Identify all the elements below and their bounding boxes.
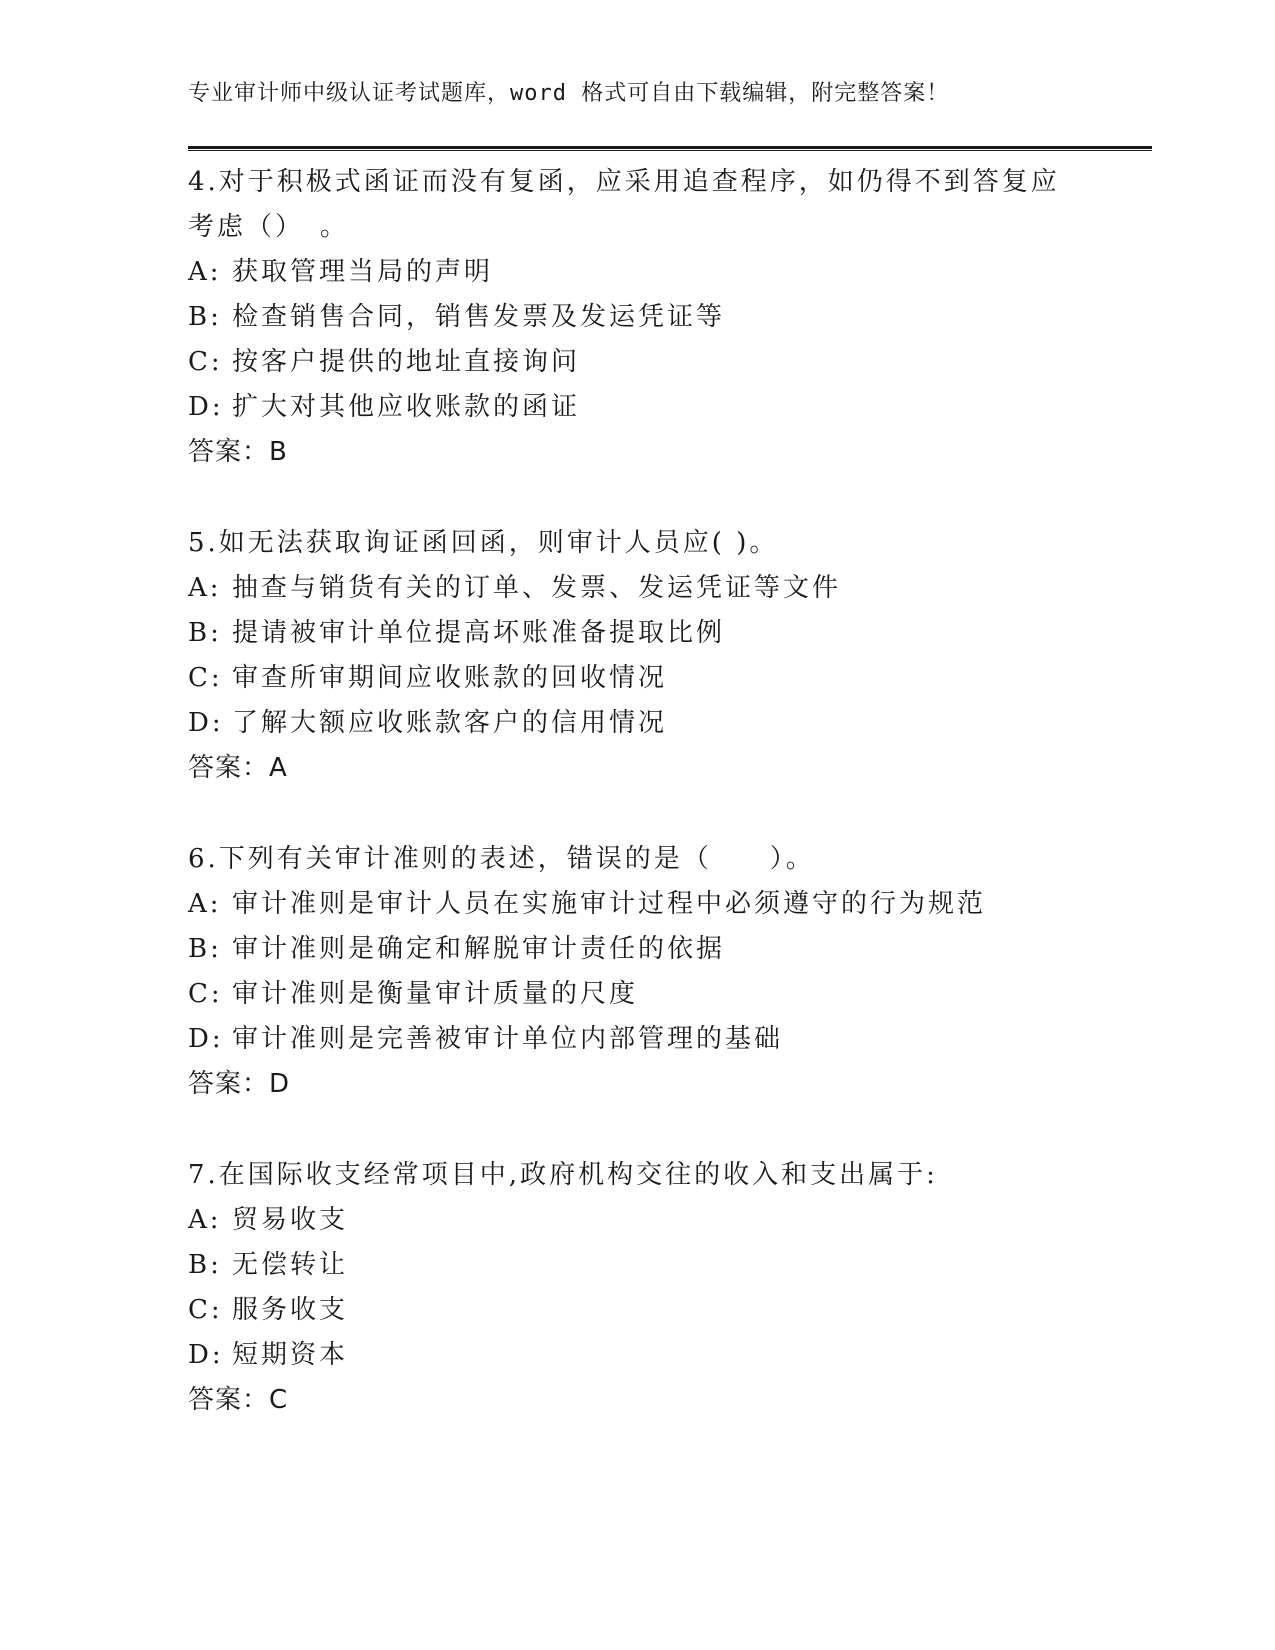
option-text: 检查销售合同，销售发票及发运凭证等 bbox=[232, 302, 726, 332]
option-letter: B: bbox=[188, 618, 222, 648]
option-text: 审查所审期间应收账款的回收情况 bbox=[232, 663, 668, 693]
option-b bbox=[188, 927, 1088, 972]
option-d bbox=[188, 1333, 1088, 1378]
option-letter: B: bbox=[188, 934, 222, 964]
option-letter: A: bbox=[188, 889, 222, 919]
option-letter: C: bbox=[188, 347, 223, 377]
header-divider bbox=[188, 146, 1152, 151]
option-c bbox=[188, 340, 1088, 385]
question-stem: 6.下列有关审计准则的表述，错误的是（ ）。 bbox=[188, 844, 815, 874]
question-5 bbox=[188, 521, 1088, 791]
option-d bbox=[188, 385, 1088, 430]
option-letter: D: bbox=[188, 1024, 224, 1054]
question-list bbox=[188, 160, 1088, 1469]
option-d bbox=[188, 701, 1088, 746]
answer-line: 答案：A bbox=[188, 753, 288, 783]
option-letter: D: bbox=[188, 708, 224, 738]
option-text: 了解大额应收账款客户的信用情况 bbox=[232, 708, 668, 738]
option-text: 获取管理当局的声明 bbox=[232, 257, 494, 287]
option-letter: A: bbox=[188, 257, 222, 287]
option-a bbox=[188, 1198, 1088, 1243]
option-letter: D: bbox=[188, 392, 224, 422]
option-d bbox=[188, 1017, 1088, 1062]
option-b bbox=[188, 1243, 1088, 1288]
question-stem: 4.对于积极式函证而没有复函，应采用追查程序，如仍得不到答复应考虑（） 。 bbox=[188, 167, 1060, 242]
question-stem: 5.如无法获取询证函回函，则审计人员应( )。 bbox=[188, 528, 779, 558]
option-text: 审计准则是审计人员在实施审计过程中必须遵守的行为规范 bbox=[232, 889, 987, 919]
answer-line: 答案：B bbox=[188, 437, 288, 467]
option-c bbox=[188, 1288, 1088, 1333]
question-4 bbox=[188, 160, 1088, 475]
option-text: 按客户提供的地址直接询问 bbox=[232, 347, 581, 377]
answer-line: 答案：C bbox=[188, 1385, 289, 1415]
option-a bbox=[188, 882, 1088, 927]
answer-line: 答案：D bbox=[188, 1069, 291, 1099]
option-letter: C: bbox=[188, 1295, 223, 1325]
option-c bbox=[188, 972, 1088, 1017]
option-letter: B: bbox=[188, 1250, 222, 1280]
option-text: 审计准则是衡量审计质量的尺度 bbox=[232, 979, 639, 1009]
option-b bbox=[188, 295, 1088, 340]
option-letter: D: bbox=[188, 1340, 224, 1370]
option-letter: A: bbox=[188, 573, 222, 603]
option-text: 抽查与销货有关的订单、发票、发运凭证等文件 bbox=[232, 573, 842, 603]
option-text: 服务收支 bbox=[232, 1295, 349, 1325]
option-a bbox=[188, 566, 1088, 611]
page-header: 专业审计师中级认证考试题库，word 格式可自由下载编辑，附完整答案！ bbox=[188, 81, 950, 106]
option-b bbox=[188, 611, 1088, 656]
option-text: 无偿转让 bbox=[232, 1250, 349, 1280]
option-text: 扩大对其他应收账款的函证 bbox=[232, 392, 581, 422]
option-letter: C: bbox=[188, 663, 223, 693]
option-text: 审计准则是完善被审计单位内部管理的基础 bbox=[232, 1024, 784, 1054]
option-text: 提请被审计单位提高坏账准备提取比例 bbox=[232, 618, 726, 648]
question-7 bbox=[188, 1153, 1088, 1423]
question-stem: 7.在国际收支经常项目中,政府机构交往的收入和支出属于: bbox=[188, 1160, 938, 1190]
option-text: 审计准则是确定和解脱审计责任的依据 bbox=[232, 934, 726, 964]
option-letter: B: bbox=[188, 302, 222, 332]
option-letter: C: bbox=[188, 979, 223, 1009]
option-c bbox=[188, 656, 1088, 701]
option-text: 短期资本 bbox=[232, 1340, 349, 1370]
option-letter: A: bbox=[188, 1205, 222, 1235]
option-text: 贸易收支 bbox=[232, 1205, 349, 1235]
option-a bbox=[188, 250, 1088, 295]
question-6 bbox=[188, 837, 1088, 1107]
